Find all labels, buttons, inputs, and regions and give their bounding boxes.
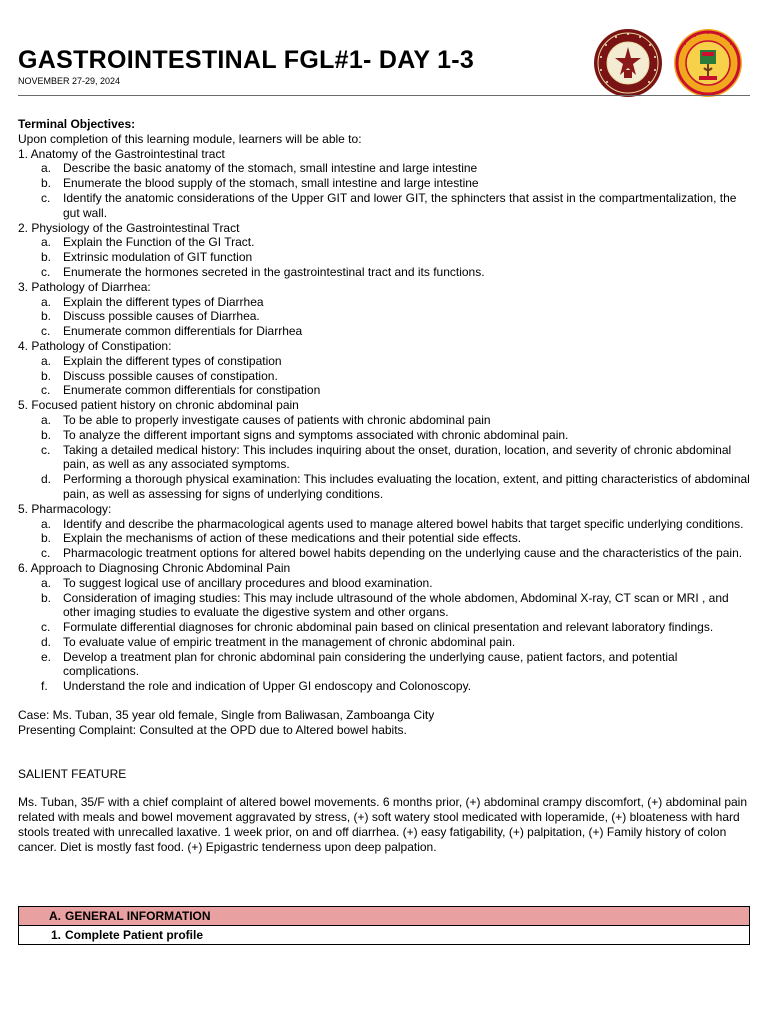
list-item-text: Explain the different types of constipation xyxy=(63,353,282,368)
list-item-text: Formulate differential diagnoses for chronic abdominal pain based on clinical presentation and relevant laboratory findings. xyxy=(63,620,714,635)
objective-sublist xyxy=(18,517,750,561)
list-item-text: Discuss possible causes of Diarrhea. xyxy=(63,309,260,324)
list-item-text: To suggest logical use of ancillary procedures and blood examination. xyxy=(63,575,433,590)
objectives-list xyxy=(18,147,750,694)
document-title: GASTROINTESTINAL FGL#1- DAY 1-3 xyxy=(18,46,475,74)
objective-item: 2. Physiology of the Gastrointestinal Tract xyxy=(18,220,240,235)
list-item xyxy=(18,428,750,443)
list-item xyxy=(18,517,750,532)
list-item-text: Identify the anatomic considerations of the Upper GIT and lower GIT, the sphincters that assist in the compartmentalization, the gut wall. xyxy=(63,190,737,220)
list-item-marker: b. xyxy=(41,250,52,265)
college-seal-icon xyxy=(673,28,743,98)
objective-item: 5. Pharmacology: xyxy=(18,501,112,516)
list-item-marker: b. xyxy=(41,531,52,546)
table-row xyxy=(19,926,750,945)
list-item-text: To analyze the different important signs and symptoms associated with chronic abdominal pain. xyxy=(63,427,569,442)
list-item-text: Describe the basic anatomy of the stomach, small intestine and large intestine xyxy=(63,161,478,176)
objective-sublist xyxy=(18,354,750,398)
general-information-table xyxy=(18,906,750,945)
objective-item: 5. Focused patient history on chronic abdominal pain xyxy=(18,398,299,413)
list-item xyxy=(18,235,750,250)
list-item xyxy=(18,635,750,650)
list-item-marker: b. xyxy=(41,176,52,191)
objective-sublist xyxy=(18,576,750,694)
list-item-text: Consideration of imaging studies: This may include ultrasound of the whole abdomen, Abdominal X-ray, CT scan or MRI , and other imaging studies to evaluate the digestive system and other organs. xyxy=(63,590,729,620)
section-number: A. xyxy=(49,909,61,923)
list-item-marker: c. xyxy=(41,383,51,398)
objective-item: 4. Pathology of Constipation: xyxy=(18,338,172,353)
list-item-text: Enumerate the hormones secreted in the gastrointestinal tract and its functions. xyxy=(63,264,485,279)
list-item xyxy=(18,591,750,621)
list-item xyxy=(18,531,750,546)
list-item xyxy=(18,161,750,176)
list-item-marker: c. xyxy=(41,264,51,279)
case-line: Case: Ms. Tuban, 35 year old female, Single from Baliwasan, Zamboanga City xyxy=(18,708,435,723)
list-item-marker: c. xyxy=(41,190,51,205)
list-item-text: Discuss possible causes of constipation. xyxy=(63,368,278,383)
list-item-marker: c. xyxy=(41,546,51,561)
list-item-marker: c. xyxy=(41,620,51,635)
list-item-text: Identify and describe the pharmacological agents used to manage altered bowel habits that target specific underlying conditions. xyxy=(63,516,744,531)
list-item xyxy=(18,546,750,561)
list-item-text: Explain the different types of Diarrhea xyxy=(63,294,264,309)
list-item-text: Develop a treatment plan for chronic abdominal pain considering the underlying cause, patient factors, and potential complications. xyxy=(63,649,678,679)
list-item-marker: b. xyxy=(41,309,52,324)
list-item xyxy=(18,309,750,324)
table-section-row xyxy=(19,907,750,926)
list-item-marker: a. xyxy=(41,353,52,368)
university-seal-icon xyxy=(593,28,663,98)
salient-feature-heading: SALIENT FEATURE xyxy=(18,766,127,781)
objective-sublist xyxy=(18,235,750,279)
header-divider xyxy=(18,95,750,96)
list-item xyxy=(18,679,750,694)
list-item-marker: a. xyxy=(41,412,52,427)
list-item xyxy=(18,265,750,280)
list-item-marker: a. xyxy=(41,161,52,176)
objectives-heading: Terminal Objectives: xyxy=(18,117,136,131)
list-item-marker: c. xyxy=(41,442,51,457)
list-item-text: To be able to properly investigate causes of patients with chronic abdominal pain xyxy=(63,412,491,427)
list-item-text: Explain the Function of the GI Tract. xyxy=(63,235,255,250)
list-item xyxy=(18,324,750,339)
presenting-complaint: Presenting Complaint: Consulted at the OPD due to Altered bowel habits. xyxy=(18,722,407,737)
list-item-text: Explain the mechanisms of action of these medications and their potential side effects. xyxy=(63,531,522,546)
objective-item: 6. Approach to Diagnosing Chronic Abdominal Pain xyxy=(18,560,291,575)
row-label: Complete Patient profile xyxy=(65,928,204,942)
list-item-text: Performing a thorough physical examination: This includes evaluating the location, extent, and pitting characteristics of abdominal pain, as well as assessing for signs of underlying conditions. xyxy=(63,472,750,501)
objective-sublist xyxy=(18,295,750,339)
list-item xyxy=(18,176,750,191)
list-item-marker: a. xyxy=(41,294,52,309)
list-item xyxy=(18,369,750,384)
document-date: NOVEMBER 27-29, 2024 xyxy=(18,76,121,86)
list-item-marker: a. xyxy=(41,235,52,250)
list-item xyxy=(18,250,750,265)
list-item-text: Understand the role and indication of Upper GI endoscopy and Colonoscopy. xyxy=(63,679,472,694)
list-item xyxy=(18,354,750,369)
list-item xyxy=(18,576,750,591)
list-item xyxy=(18,620,750,635)
objective-item: 3. Pathology of Diarrhea: xyxy=(18,279,151,294)
list-item xyxy=(18,443,750,473)
list-item-marker: d. xyxy=(41,472,52,487)
list-item-text: To evaluate value of empiric treatment in the management of chronic abdominal pain. xyxy=(63,634,516,649)
list-item xyxy=(18,295,750,310)
objective-sublist xyxy=(18,161,750,220)
list-item-marker: b. xyxy=(41,590,52,605)
list-item-marker: a. xyxy=(41,516,52,531)
list-item xyxy=(18,191,750,221)
list-item xyxy=(18,472,750,502)
list-item-marker: f. xyxy=(41,679,48,694)
list-item-marker: a. xyxy=(41,575,52,590)
list-item-text: Taking a detailed medical history: This includes inquiring about the onset, duration, location, and severity of chronic abdominal pain, as well as any associated symptoms. xyxy=(63,442,732,472)
list-item-text: Pharmacologic treatment options for altered bowel habits depending on the underlying cause and the characteristics of the pain. xyxy=(63,546,743,561)
section-label: GENERAL INFORMATION xyxy=(65,909,211,923)
list-item-marker: c. xyxy=(41,324,51,339)
salient-feature-text: Ms. Tuban, 35/F with a chief complaint of altered bowel movements. 6 months prior, (+) abdominal crampy discomfort, (+) abdominal pain related with meals and bowel movement aggravated by stress, (+) soft watery stool medicated with loperamide, (+) bloateness with hard stools treated with unrecalled laxative. 1 week prior, on and off diarrhea. (+) easy fatigability, (+) palpitation, (+) Family history of colon cancer. Diet is mostly fast food. (+) Epigastric tenderness upon deep palpation. xyxy=(18,795,747,854)
objectives-intro: Upon completion of this learning module, learners will be able to: xyxy=(18,131,362,146)
row-number: 1. xyxy=(50,928,61,942)
list-item xyxy=(18,413,750,428)
list-item xyxy=(18,650,750,680)
list-item-text: Enumerate common differentials for constipation xyxy=(63,383,321,398)
objective-sublist xyxy=(18,413,750,502)
list-item-marker: b. xyxy=(41,368,52,383)
list-item-text: Enumerate the blood supply of the stomach, small intestine and large intestine xyxy=(63,176,479,191)
list-item-text: Extrinsic modulation of GIT function xyxy=(63,250,253,265)
list-item-marker: b. xyxy=(41,427,52,442)
list-item-marker: d. xyxy=(41,634,52,649)
list-item xyxy=(18,383,750,398)
document-body xyxy=(18,117,750,855)
list-item-marker: e. xyxy=(41,649,52,664)
list-item-text: Enumerate common differentials for Diarrhea xyxy=(63,324,303,339)
objective-item: 1. Anatomy of the Gastrointestinal tract xyxy=(18,146,225,161)
